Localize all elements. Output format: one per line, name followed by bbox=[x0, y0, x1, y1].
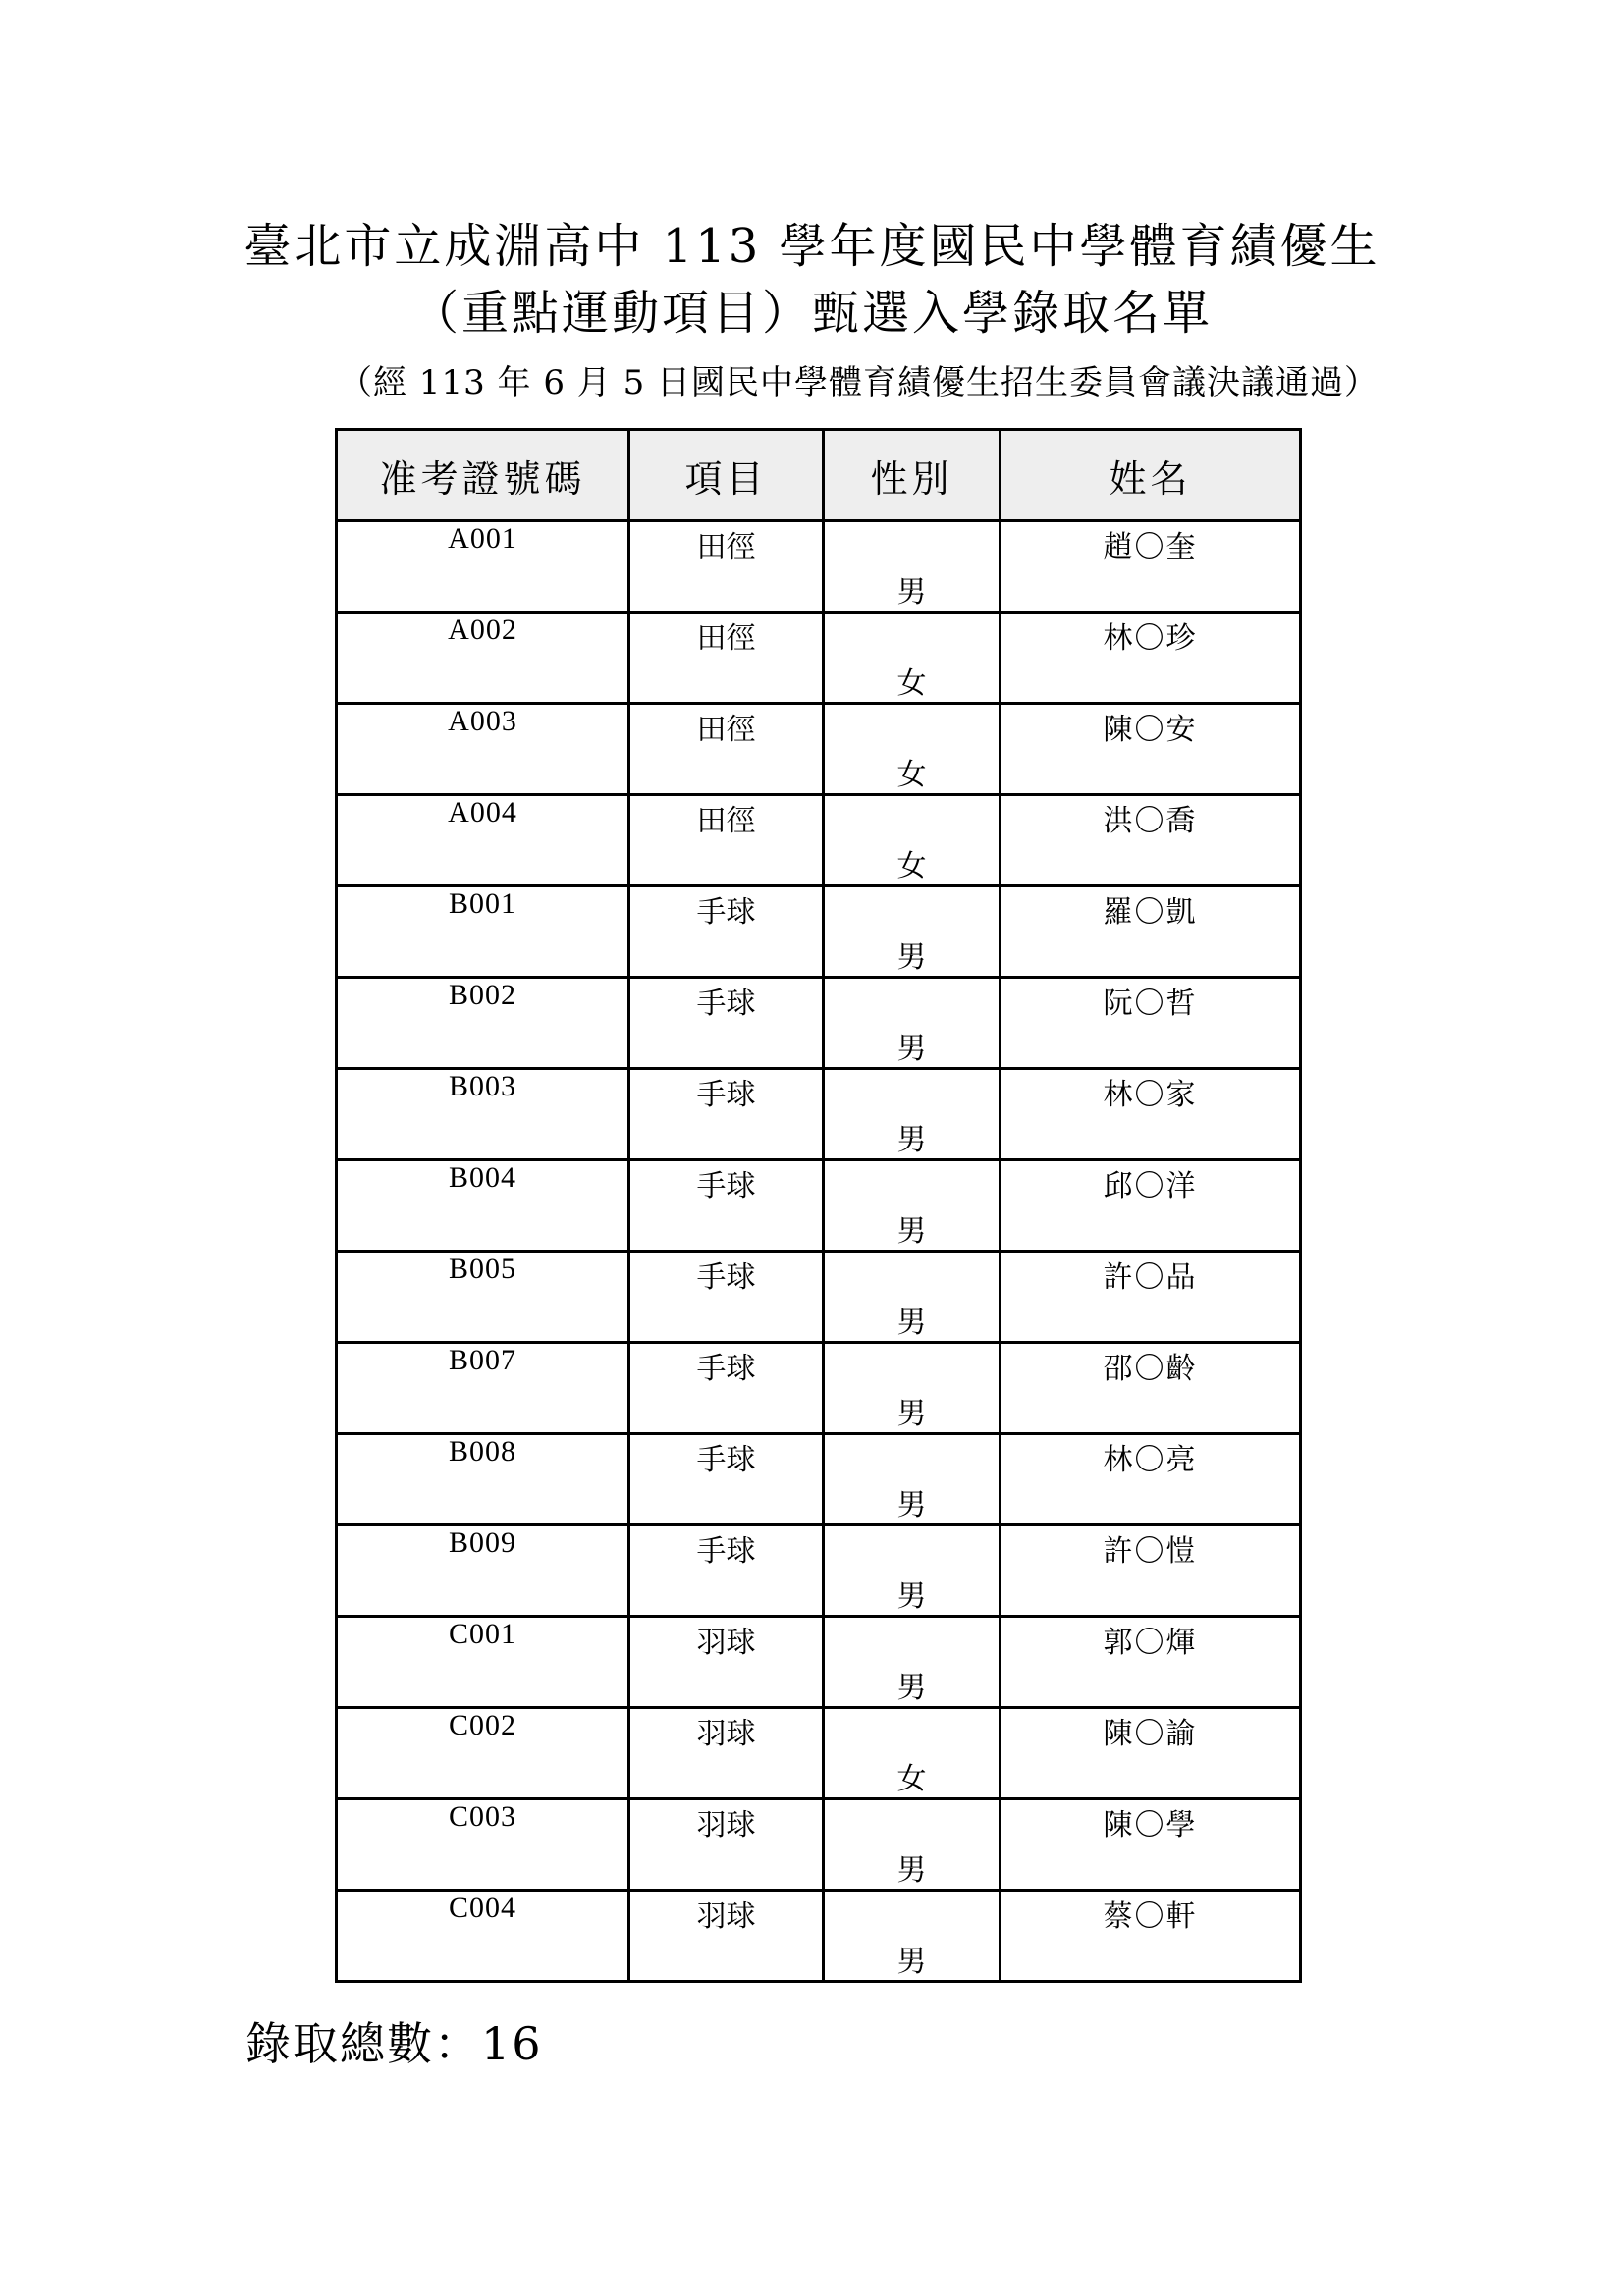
item-cell: 田徑 bbox=[629, 704, 824, 795]
item-cell: 手球 bbox=[629, 1525, 824, 1617]
table-row bbox=[337, 886, 1301, 978]
name-cell: 許〇品 bbox=[1001, 1252, 1301, 1343]
table-row bbox=[337, 1891, 1301, 1982]
gender-cell: 男 bbox=[824, 1525, 1001, 1617]
name-cell: 羅〇凱 bbox=[1001, 886, 1301, 978]
name-cell: 郭〇煇 bbox=[1001, 1617, 1301, 1708]
table-row bbox=[337, 1160, 1301, 1252]
header-exam-id: 准考證號碼 bbox=[337, 430, 629, 521]
header-gender: 性別 bbox=[824, 430, 1001, 521]
exam-id-cell: A002 bbox=[337, 613, 629, 704]
document-title-line-2: （重點運動項目）甄選入學錄取名單 bbox=[410, 286, 1213, 341]
name-cell: 阮〇哲 bbox=[1001, 978, 1301, 1069]
item-cell: 手球 bbox=[629, 1434, 824, 1525]
table-row bbox=[337, 1434, 1301, 1525]
exam-id-cell: C003 bbox=[337, 1799, 629, 1891]
item-cell: 羽球 bbox=[629, 1617, 824, 1708]
gender-cell: 男 bbox=[824, 1891, 1001, 1982]
table-row bbox=[337, 1617, 1301, 1708]
table-body bbox=[337, 521, 1301, 1982]
item-cell: 手球 bbox=[629, 1343, 824, 1434]
name-cell: 邵〇齡 bbox=[1001, 1343, 1301, 1434]
table-row bbox=[337, 1252, 1301, 1343]
exam-id-cell: B009 bbox=[337, 1525, 629, 1617]
name-cell: 陳〇學 bbox=[1001, 1799, 1301, 1891]
item-cell: 手球 bbox=[629, 886, 824, 978]
item-cell: 田徑 bbox=[629, 613, 824, 704]
gender-cell: 男 bbox=[824, 1617, 1001, 1708]
header-item: 項目 bbox=[629, 430, 824, 521]
name-cell: 陳〇諭 bbox=[1001, 1708, 1301, 1799]
exam-id-cell: C001 bbox=[337, 1617, 629, 1708]
item-cell: 田徑 bbox=[629, 521, 824, 613]
gender-cell: 男 bbox=[824, 1160, 1001, 1252]
table-row bbox=[337, 704, 1301, 795]
item-cell: 手球 bbox=[629, 1160, 824, 1252]
exam-id-cell: B003 bbox=[337, 1069, 629, 1160]
exam-id-cell: B005 bbox=[337, 1252, 629, 1343]
name-cell: 林〇珍 bbox=[1001, 613, 1301, 704]
gender-cell: 男 bbox=[824, 521, 1001, 613]
exam-id-cell: B007 bbox=[337, 1343, 629, 1434]
gender-cell: 男 bbox=[824, 1343, 1001, 1434]
item-cell: 手球 bbox=[629, 1069, 824, 1160]
name-cell: 洪〇喬 bbox=[1001, 795, 1301, 886]
gender-cell: 女 bbox=[824, 1708, 1001, 1799]
table-row bbox=[337, 1069, 1301, 1160]
exam-id-cell: B002 bbox=[337, 978, 629, 1069]
item-cell: 手球 bbox=[629, 978, 824, 1069]
table-row bbox=[337, 1799, 1301, 1891]
exam-id-cell: B004 bbox=[337, 1160, 629, 1252]
name-cell: 林〇家 bbox=[1001, 1069, 1301, 1160]
exam-id-cell: C002 bbox=[337, 1708, 629, 1799]
admission-list-table bbox=[335, 428, 1302, 1983]
item-cell: 羽球 bbox=[629, 1891, 824, 1982]
exam-id-cell: A004 bbox=[337, 795, 629, 886]
exam-id-cell: B001 bbox=[337, 886, 629, 978]
header-name: 姓名 bbox=[1001, 430, 1301, 521]
gender-cell: 女 bbox=[824, 613, 1001, 704]
exam-id-cell: A001 bbox=[337, 521, 629, 613]
table-row bbox=[337, 1708, 1301, 1799]
name-cell: 許〇愷 bbox=[1001, 1525, 1301, 1617]
gender-cell: 女 bbox=[824, 795, 1001, 886]
table-row bbox=[337, 613, 1301, 704]
gender-cell: 男 bbox=[824, 978, 1001, 1069]
name-cell: 蔡〇軒 bbox=[1001, 1891, 1301, 1982]
table-row bbox=[337, 521, 1301, 613]
table-row bbox=[337, 795, 1301, 886]
document-title-line-1: 臺北市立成淵高中 113 學年度國民中學體育績優生 bbox=[244, 219, 1380, 274]
gender-cell: 男 bbox=[824, 886, 1001, 978]
table-row bbox=[337, 1343, 1301, 1434]
gender-cell: 男 bbox=[824, 1252, 1001, 1343]
gender-cell: 男 bbox=[824, 1799, 1001, 1891]
name-cell: 趙〇奎 bbox=[1001, 521, 1301, 613]
item-cell: 羽球 bbox=[629, 1708, 824, 1799]
gender-cell: 男 bbox=[824, 1069, 1001, 1160]
name-cell: 陳〇安 bbox=[1001, 704, 1301, 795]
table-row bbox=[337, 978, 1301, 1069]
gender-cell: 女 bbox=[824, 704, 1001, 795]
exam-id-cell: B008 bbox=[337, 1434, 629, 1525]
name-cell: 邱〇洋 bbox=[1001, 1160, 1301, 1252]
name-cell: 林〇亮 bbox=[1001, 1434, 1301, 1525]
item-cell: 羽球 bbox=[629, 1799, 824, 1891]
exam-id-cell: C004 bbox=[337, 1891, 629, 1982]
item-cell: 田徑 bbox=[629, 795, 824, 886]
gender-cell: 男 bbox=[824, 1434, 1001, 1525]
total-admitted: 錄取總數：16 bbox=[245, 2017, 543, 2070]
table-row bbox=[337, 1525, 1301, 1617]
item-cell: 手球 bbox=[629, 1252, 824, 1343]
approval-note: （經 113 年 6 月 5 日國民中學體育績優生招生委員會議決議通過） bbox=[339, 363, 1380, 402]
exam-id-cell: A003 bbox=[337, 704, 629, 795]
table-header-row bbox=[337, 430, 1301, 521]
